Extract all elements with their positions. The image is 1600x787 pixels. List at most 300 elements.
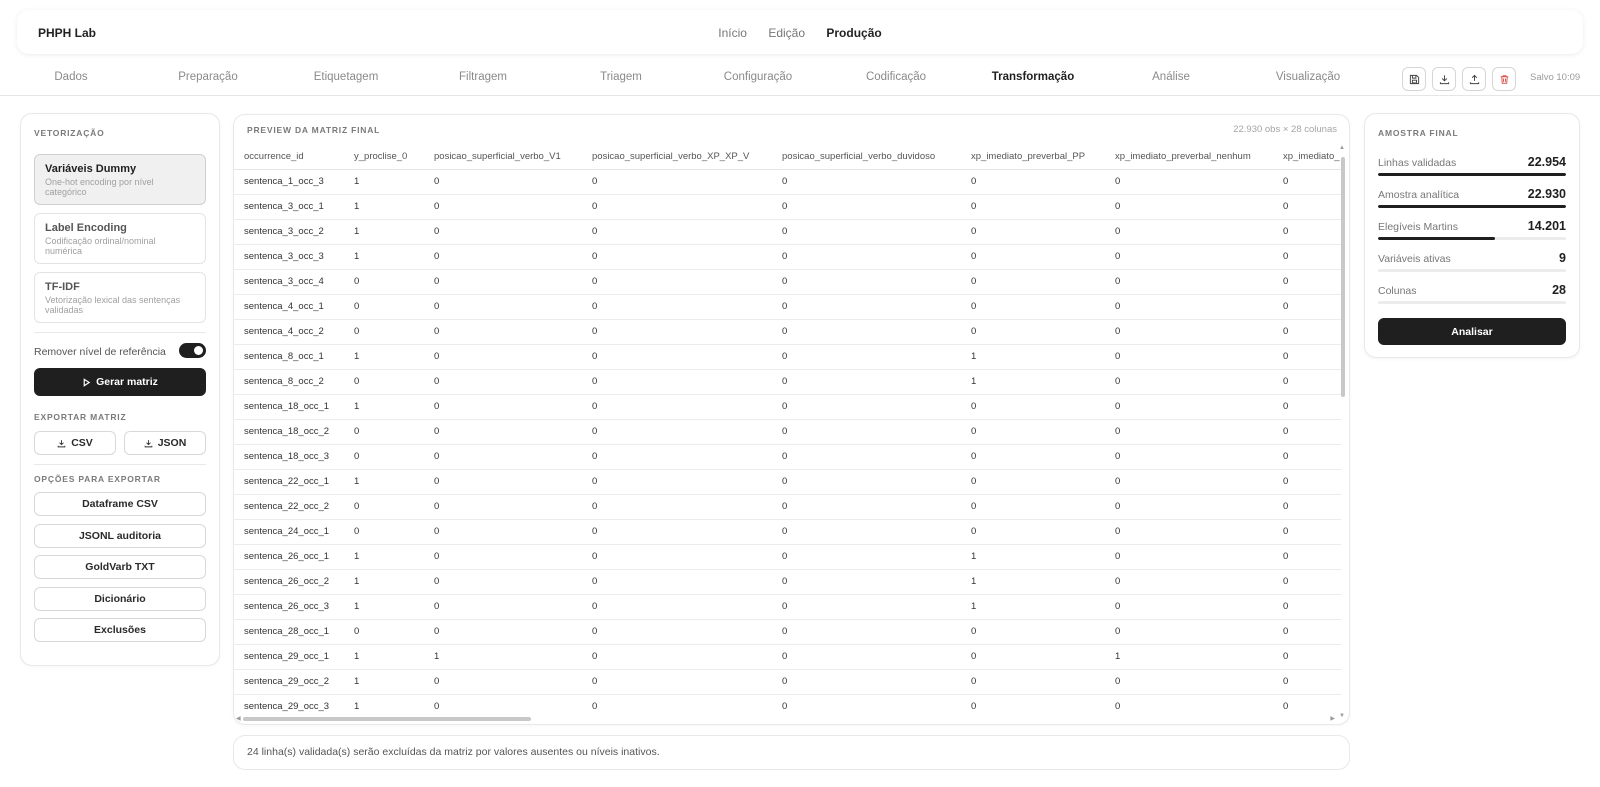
- table-cell: 0: [1105, 394, 1273, 419]
- table-row[interactable]: [234, 469, 1341, 494]
- table-cell: 0: [1273, 269, 1341, 294]
- upload-button[interactable]: [1462, 67, 1486, 91]
- table-cell: 0: [344, 494, 424, 519]
- table-cell: 0: [1105, 694, 1273, 712]
- download-button[interactable]: [1432, 67, 1456, 91]
- divider: [34, 464, 206, 465]
- table-cell: 0: [1273, 244, 1341, 269]
- table-cell: 0: [772, 494, 961, 519]
- export-json-label: JSON: [157, 437, 187, 449]
- step-preparacao[interactable]: Preparação: [178, 71, 238, 83]
- table-cell: 0: [772, 694, 961, 712]
- top-nav: [17, 26, 1583, 40]
- table-cell: sentenca_18_occ_3: [234, 444, 344, 469]
- table-cell: sentenca_29_occ_1: [234, 644, 344, 669]
- table-cell: 0: [582, 494, 772, 519]
- export-jsonl-audit-button[interactable]: JSONL auditoria: [34, 524, 206, 548]
- table-cell: 0: [1273, 219, 1341, 244]
- table-cell: 0: [772, 369, 961, 394]
- stat-bar: [1378, 301, 1566, 304]
- table-cell: 0: [1273, 319, 1341, 344]
- table-cell: 0: [1273, 494, 1341, 519]
- option-title: TF-IDF: [45, 281, 80, 293]
- table-cell: 0: [1105, 519, 1273, 544]
- table-cell: 0: [582, 219, 772, 244]
- scroll-down-icon[interactable]: ▼: [1339, 713, 1345, 719]
- table-cell: 0: [1105, 544, 1273, 569]
- stat-label: Elegíveis Martins: [1378, 221, 1458, 233]
- download-icon: [144, 439, 153, 448]
- matrix-table: [234, 145, 1341, 712]
- table-cell: 0: [582, 419, 772, 444]
- table-cell: sentenca_28_occ_1: [234, 619, 344, 644]
- table-cell: sentenca_22_occ_1: [234, 469, 344, 494]
- table-cell: sentenca_26_occ_3: [234, 594, 344, 619]
- step-analise[interactable]: Análise: [1152, 71, 1190, 83]
- download-icon: [57, 439, 66, 448]
- column-header: occurrence_id: [234, 145, 344, 169]
- top-nav-edicao[interactable]: Edição: [768, 26, 806, 40]
- table-cell: sentenca_4_occ_2: [234, 319, 344, 344]
- table-cell: 0: [582, 244, 772, 269]
- table-cell: 0: [772, 344, 961, 369]
- table-row[interactable]: [234, 669, 1341, 694]
- saved-status: Salvo 10:09: [1530, 72, 1581, 83]
- table-cell: 0: [1273, 444, 1341, 469]
- table-cell: 0: [582, 169, 772, 194]
- table-cell: 0: [1273, 369, 1341, 394]
- table-cell: 1: [344, 694, 424, 712]
- table-cell: 0: [1105, 469, 1273, 494]
- column-header: xp_imediato_preverbal_PP: [961, 145, 1105, 169]
- table-row[interactable]: [234, 269, 1341, 294]
- table-cell: 1: [344, 594, 424, 619]
- table-cell: 0: [772, 419, 961, 444]
- table-cell: sentenca_4_occ_1: [234, 294, 344, 319]
- vertical-scrollbar[interactable]: [1340, 151, 1346, 706]
- option-title: Variáveis Dummy: [45, 163, 137, 175]
- table-cell: sentenca_24_occ_1: [234, 519, 344, 544]
- export-exclusions-button[interactable]: Exclusões: [34, 618, 206, 642]
- table-cell: 0: [582, 619, 772, 644]
- matrix-table-container[interactable]: [234, 145, 1341, 712]
- step-configuracao[interactable]: Configuração: [723, 71, 793, 83]
- stat-value: 28: [1552, 283, 1566, 297]
- stat-fill: [1378, 237, 1495, 240]
- table-cell: 0: [1105, 344, 1273, 369]
- step-filtragem[interactable]: Filtragem: [459, 71, 507, 83]
- top-nav-producao[interactable]: Produção: [826, 26, 882, 40]
- table-cell: 0: [582, 269, 772, 294]
- table-cell: sentenca_3_occ_1: [234, 194, 344, 219]
- remove-reference-toggle[interactable]: [179, 343, 206, 358]
- table-row[interactable]: [234, 169, 1341, 194]
- table-cell: 0: [424, 419, 582, 444]
- table-header-row: [234, 145, 1341, 169]
- table-cell: 0: [424, 444, 582, 469]
- table-cell: 0: [424, 169, 582, 194]
- play-icon: [82, 378, 91, 387]
- table-cell: 1: [1105, 644, 1273, 669]
- table-cell: 1: [344, 244, 424, 269]
- final-sample-panel: [1364, 113, 1580, 358]
- save-button[interactable]: [1402, 67, 1426, 91]
- stat-label: Amostra analítica: [1378, 189, 1460, 201]
- upload-icon: [1469, 74, 1480, 85]
- analyze-button[interactable]: Analisar: [1378, 318, 1566, 345]
- table-cell: 0: [1105, 269, 1273, 294]
- table-cell: 0: [772, 569, 961, 594]
- scroll-right-icon[interactable]: ▶: [1330, 716, 1335, 722]
- stat-bar: [1378, 205, 1566, 208]
- table-cell: 0: [772, 394, 961, 419]
- step-codificacao[interactable]: Codificação: [865, 71, 927, 83]
- table-cell: 0: [582, 294, 772, 319]
- table-cell: 0: [1273, 619, 1341, 644]
- stat-value: 9: [1559, 251, 1566, 265]
- table-cell: 0: [424, 544, 582, 569]
- table-cell: 1: [344, 469, 424, 494]
- table-cell: 0: [582, 594, 772, 619]
- export-options-title: OPÇÕES PARA EXPORTAR: [34, 474, 161, 484]
- table-cell: 0: [772, 244, 961, 269]
- stat-label: Linhas validadas: [1378, 157, 1457, 169]
- matrix-preview-panel: [233, 114, 1350, 725]
- table-cell: 1: [344, 569, 424, 594]
- table-cell: 0: [772, 644, 961, 669]
- table-cell: 0: [582, 344, 772, 369]
- step-visualizacao[interactable]: Visualização: [1275, 71, 1341, 83]
- option-title: Label Encoding: [45, 222, 127, 234]
- table-cell: 0: [424, 469, 582, 494]
- table-cell: 0: [582, 469, 772, 494]
- table-row[interactable]: [234, 294, 1341, 319]
- table-cell: 1: [961, 369, 1105, 394]
- table-row[interactable]: [234, 194, 1341, 219]
- table-cell: 0: [961, 169, 1105, 194]
- table-cell: sentenca_8_occ_1: [234, 344, 344, 369]
- table-cell: 0: [772, 444, 961, 469]
- stat-value: 14.201: [1527, 219, 1566, 233]
- table-cell: 0: [424, 294, 582, 319]
- vertical-scroll-thumb[interactable]: [1341, 157, 1345, 397]
- table-cell: 0: [1105, 419, 1273, 444]
- table-cell: 0: [1105, 169, 1273, 194]
- table-cell: 0: [772, 544, 961, 569]
- step-triagem[interactable]: Triagem: [600, 71, 642, 83]
- divider: [34, 332, 206, 333]
- table-cell: 1: [344, 644, 424, 669]
- table-row[interactable]: [234, 344, 1341, 369]
- table-cell: 0: [961, 194, 1105, 219]
- top-bar: [17, 10, 1583, 54]
- final-sample-title: AMOSTRA FINAL: [1378, 128, 1459, 138]
- table-cell: 0: [1273, 669, 1341, 694]
- table-cell: sentenca_18_occ_2: [234, 419, 344, 444]
- table-row[interactable]: [234, 694, 1341, 712]
- table-cell: 0: [772, 219, 961, 244]
- table-cell: 1: [344, 219, 424, 244]
- table-cell: 0: [772, 619, 961, 644]
- table-cell: 0: [582, 194, 772, 219]
- table-cell: 0: [772, 594, 961, 619]
- table-cell: 0: [424, 669, 582, 694]
- table-cell: 0: [961, 519, 1105, 544]
- table-cell: 0: [424, 269, 582, 294]
- table-cell: 0: [961, 444, 1105, 469]
- table-cell: 0: [961, 219, 1105, 244]
- table-cell: sentenca_29_occ_3: [234, 694, 344, 712]
- table-cell: 0: [1105, 444, 1273, 469]
- step-nav: [0, 64, 1600, 96]
- table-cell: 0: [582, 644, 772, 669]
- export-dictionary-button[interactable]: Dicionário: [34, 587, 206, 611]
- table-cell: sentenca_8_occ_2: [234, 369, 344, 394]
- table-cell: 0: [1273, 419, 1341, 444]
- table-cell: 1: [961, 544, 1105, 569]
- table-cell: 1: [344, 544, 424, 569]
- table-cell: 0: [1273, 644, 1341, 669]
- column-header: y_proclise_0: [344, 145, 424, 169]
- table-cell: 0: [424, 394, 582, 419]
- table-cell: 0: [344, 369, 424, 394]
- table-cell: 0: [344, 319, 424, 344]
- preview-title: PREVIEW DA MATRIZ FINAL: [247, 125, 381, 135]
- table-cell: 1: [344, 344, 424, 369]
- table-cell: 0: [772, 469, 961, 494]
- table-row[interactable]: [234, 569, 1341, 594]
- export-goldvarb-button[interactable]: GoldVarb TXT: [34, 555, 206, 579]
- stat-value: 22.954: [1527, 155, 1566, 169]
- column-header: xp_imediato_: [1273, 145, 1341, 169]
- table-row[interactable]: [234, 219, 1341, 244]
- table-cell: 0: [344, 519, 424, 544]
- generate-matrix-button[interactable]: [34, 368, 206, 396]
- table-cell: 0: [424, 569, 582, 594]
- brand-name: PHPH Lab: [38, 26, 97, 40]
- stat-eligible-martins: [1378, 221, 1566, 233]
- column-header: xp_imediato_preverbal_nenhum: [1105, 145, 1273, 169]
- option-label-encoding[interactable]: [34, 213, 206, 264]
- table-cell: 0: [424, 519, 582, 544]
- horizontal-scroll-thumb[interactable]: [243, 717, 531, 721]
- stat-bar: [1378, 237, 1566, 240]
- table-row[interactable]: [234, 444, 1341, 469]
- column-header: posicao_superficial_verbo_V1: [424, 145, 582, 169]
- table-cell: 0: [1273, 469, 1341, 494]
- table-cell: 0: [1273, 294, 1341, 319]
- matrix-dimensions: 22.930 obs × 28 colunas: [1233, 124, 1337, 135]
- table-cell: 0: [1105, 619, 1273, 644]
- table-row[interactable]: [234, 394, 1341, 419]
- table-cell: 0: [772, 319, 961, 344]
- table-cell: 0: [961, 319, 1105, 344]
- table-cell: 0: [344, 444, 424, 469]
- stat-label: Variáveis ativas: [1378, 253, 1451, 265]
- column-header: posicao_superficial_verbo_duvidoso: [772, 145, 961, 169]
- table-cell: sentenca_3_occ_3: [234, 244, 344, 269]
- toggle-knob: [194, 346, 203, 355]
- table-cell: 0: [961, 494, 1105, 519]
- table-row[interactable]: [234, 519, 1341, 544]
- table-cell: 0: [1105, 244, 1273, 269]
- table-cell: 0: [1105, 319, 1273, 344]
- table-cell: 0: [961, 294, 1105, 319]
- table-row[interactable]: [234, 544, 1341, 569]
- table-cell: 0: [424, 594, 582, 619]
- scroll-left-icon[interactable]: ◀: [236, 716, 241, 722]
- table-cell: 0: [772, 519, 961, 544]
- step-dados[interactable]: Dados: [54, 71, 88, 83]
- table-cell: 0: [1273, 594, 1341, 619]
- table-cell: sentenca_29_occ_2: [234, 669, 344, 694]
- step-etiquetagem[interactable]: Etiquetagem: [313, 71, 379, 83]
- table-cell: 0: [772, 269, 961, 294]
- table-cell: 0: [772, 194, 961, 219]
- top-nav-inicio[interactable]: Início: [718, 26, 747, 40]
- table-cell: 0: [961, 669, 1105, 694]
- table-cell: 0: [1273, 169, 1341, 194]
- table-cell: 0: [961, 269, 1105, 294]
- table-cell: 0: [344, 294, 424, 319]
- table-row[interactable]: [234, 319, 1341, 344]
- generate-matrix-label: Gerar matriz: [96, 376, 158, 388]
- table-row[interactable]: [234, 369, 1341, 394]
- table-row[interactable]: [234, 494, 1341, 519]
- scroll-up-icon[interactable]: ▲: [1339, 145, 1345, 151]
- table-cell: 0: [344, 269, 424, 294]
- table-cell: 1: [344, 169, 424, 194]
- table-cell: sentenca_3_occ_2: [234, 219, 344, 244]
- table-cell: sentenca_18_occ_1: [234, 394, 344, 419]
- table-cell: 0: [961, 619, 1105, 644]
- stat-active-variables: [1378, 253, 1566, 265]
- table-cell: 0: [961, 394, 1105, 419]
- table-cell: sentenca_3_occ_4: [234, 269, 344, 294]
- table-cell: 0: [1273, 394, 1341, 419]
- table-cell: 0: [961, 469, 1105, 494]
- table-cell: 0: [582, 394, 772, 419]
- table-cell: 0: [1105, 494, 1273, 519]
- vectorization-title: VETORIZAÇÃO: [34, 128, 105, 138]
- stat-label: Colunas: [1378, 285, 1417, 297]
- table-cell: 0: [1105, 669, 1273, 694]
- table-cell: sentenca_22_occ_2: [234, 494, 344, 519]
- column-header: posicao_superficial_verbo_XP_XP_V: [582, 145, 772, 169]
- delete-button[interactable]: [1492, 67, 1516, 91]
- export-dataframe-csv-button[interactable]: Dataframe CSV: [34, 492, 206, 516]
- table-cell: 0: [344, 419, 424, 444]
- table-cell: sentenca_26_occ_1: [234, 544, 344, 569]
- table-cell: 0: [1105, 569, 1273, 594]
- table-cell: 0: [582, 369, 772, 394]
- export-csv-label: CSV: [71, 437, 93, 449]
- table-cell: 0: [1273, 194, 1341, 219]
- table-cell: 0: [1105, 294, 1273, 319]
- option-desc: Vetorização lexical das sentenças validadas: [45, 295, 181, 315]
- stat-analytic-sample: [1378, 189, 1566, 201]
- table-cell: 0: [344, 619, 424, 644]
- option-tfidf[interactable]: [34, 272, 206, 323]
- table-row[interactable]: [234, 419, 1341, 444]
- table-cell: 0: [1273, 544, 1341, 569]
- stat-fill: [1378, 205, 1566, 208]
- table-row[interactable]: [234, 244, 1341, 269]
- table-cell: 0: [582, 694, 772, 712]
- table-cell: 0: [1105, 194, 1273, 219]
- exclusion-note: 24 linha(s) validada(s) serão excluídas da matriz por valores ausentes ou níveis inativos.: [233, 735, 1350, 770]
- stat-value: 22.930: [1527, 187, 1566, 201]
- table-cell: 0: [582, 319, 772, 344]
- option-dummy[interactable]: [34, 154, 206, 205]
- table-cell: 0: [424, 494, 582, 519]
- table-cell: 0: [1105, 594, 1273, 619]
- table-cell: 1: [344, 669, 424, 694]
- export-json-button[interactable]: [124, 431, 206, 455]
- table-cell: 1: [961, 594, 1105, 619]
- stat-validated-rows: [1378, 157, 1566, 169]
- table-cell: 0: [961, 694, 1105, 712]
- table-cell: 0: [1273, 694, 1341, 712]
- option-desc: Codificação ordinal/nominal numérica: [45, 236, 156, 256]
- table-cell: sentenca_26_occ_2: [234, 569, 344, 594]
- table-body: [234, 169, 1341, 712]
- table-cell: 1: [344, 394, 424, 419]
- table-cell: 1: [961, 569, 1105, 594]
- table-cell: 0: [582, 544, 772, 569]
- table-cell: 0: [424, 319, 582, 344]
- table-cell: 1: [961, 344, 1105, 369]
- table-cell: 0: [424, 244, 582, 269]
- table-cell: 0: [1273, 569, 1341, 594]
- table-row[interactable]: [234, 619, 1341, 644]
- table-cell: 1: [344, 194, 424, 219]
- table-cell: 1: [424, 644, 582, 669]
- table-cell: 0: [961, 644, 1105, 669]
- stat-bar: [1378, 173, 1566, 176]
- remove-reference-label: Remover nível de referência: [34, 346, 166, 358]
- table-cell: 0: [772, 669, 961, 694]
- table-cell: 0: [582, 569, 772, 594]
- table-cell: 0: [961, 419, 1105, 444]
- stat-fill: [1378, 173, 1566, 176]
- stat-columns: [1378, 285, 1566, 297]
- table-cell: 0: [424, 619, 582, 644]
- table-cell: 0: [582, 444, 772, 469]
- table-cell: 0: [424, 369, 582, 394]
- table-cell: 0: [424, 219, 582, 244]
- table-cell: 0: [582, 669, 772, 694]
- table-cell: 0: [424, 194, 582, 219]
- option-desc: One-hot encoding por nível categórico: [45, 177, 154, 197]
- table-cell: 0: [424, 694, 582, 712]
- table-cell: 0: [772, 169, 961, 194]
- table-cell: 0: [1273, 344, 1341, 369]
- table-row[interactable]: [234, 644, 1341, 669]
- export-matrix-title: EXPORTAR MATRIZ: [34, 412, 127, 422]
- export-csv-button[interactable]: [34, 431, 116, 455]
- table-cell: 0: [1105, 219, 1273, 244]
- table-row[interactable]: [234, 594, 1341, 619]
- table-cell: 0: [424, 344, 582, 369]
- table-cell: 0: [961, 244, 1105, 269]
- step-transformacao[interactable]: Transformação: [991, 71, 1075, 83]
- table-cell: 0: [1105, 369, 1273, 394]
- download-icon: [1439, 74, 1450, 85]
- table-cell: sentenca_1_occ_3: [234, 169, 344, 194]
- vectorization-panel: [20, 113, 220, 666]
- table-cell: 0: [1273, 519, 1341, 544]
